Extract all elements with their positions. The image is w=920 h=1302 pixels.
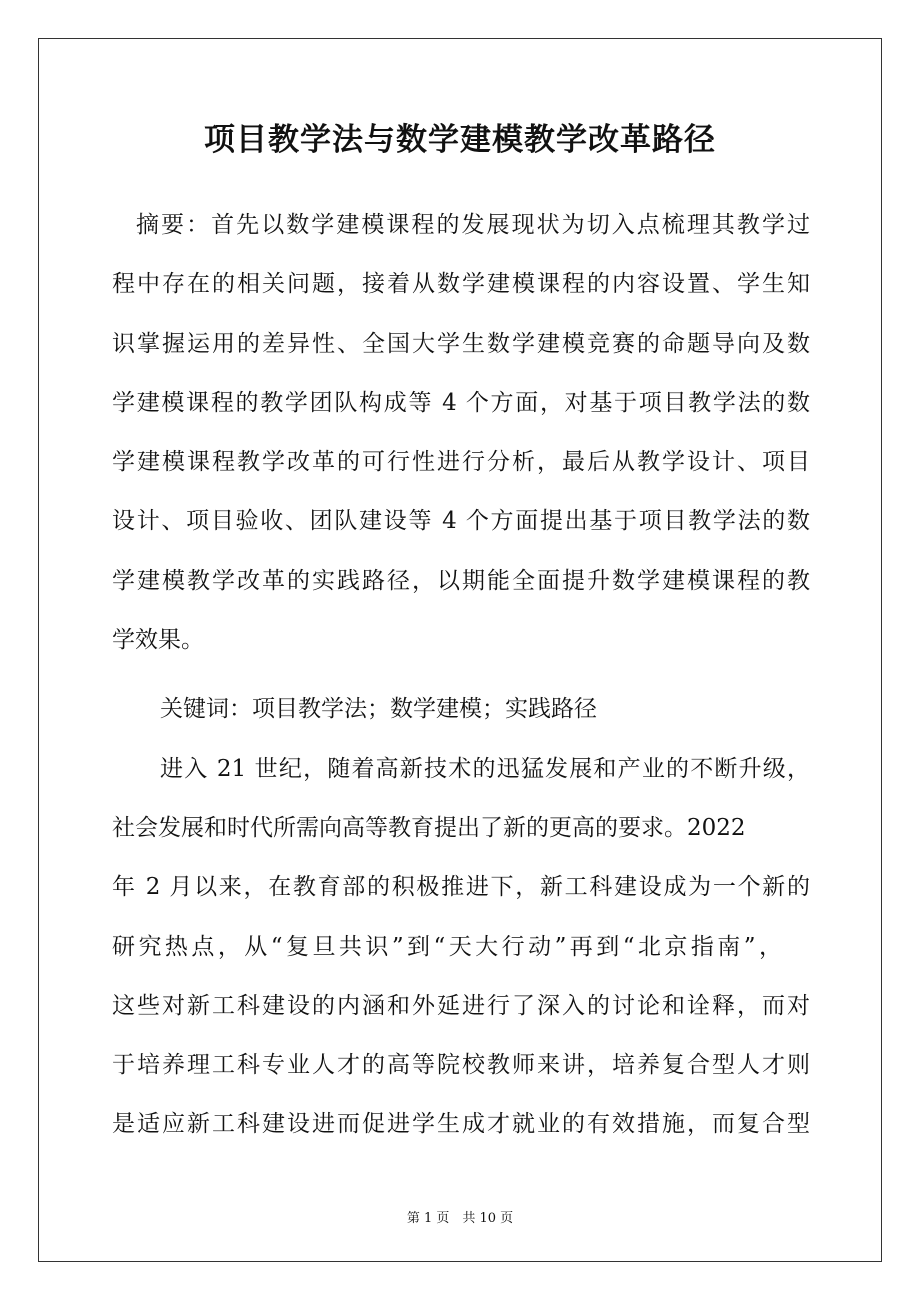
body-line: 社会发展和时代所需向高等教育提出了新的更高的要求。2022 bbox=[112, 814, 746, 841]
abstract-line: 设计、项目验收、团队建设等 4 个方面提出基于项目教学法的数 bbox=[112, 508, 810, 535]
body-line: 研究热点，从“复旦共识”到“天大行动”再到“北京指南”， bbox=[112, 933, 782, 960]
page-number: 第 1 页 共 10 页 bbox=[406, 1211, 514, 1226]
abstract-line: 学建模课程教学改革的可行性进行分析，最后从教学设计、项目 bbox=[112, 449, 810, 476]
abstract-line: 学建模课程的教学团队构成等 4 个方面，对基于项目教学法的数 bbox=[112, 389, 810, 416]
document-title: 项目教学法与数学建模教学改革路径 bbox=[204, 122, 716, 158]
body-line: 这些对新工科建设的内涵和外延进行了深入的讨论和诠释，而对 bbox=[112, 992, 810, 1019]
abstract-line: 学建模教学改革的实践路径，以期能全面提升数学建模课程的教 bbox=[112, 567, 810, 594]
document-body bbox=[112, 196, 810, 1155]
body-line: 年 2 月以来，在教育部的积极推进下，新工科建设成为一个新的 bbox=[112, 874, 810, 901]
keywords: 关键词：项目教学法；数学建模；实践路径 bbox=[160, 696, 597, 723]
body-line: 于培养理工科专业人才的高等院校教师来讲，培养复合型人才则 bbox=[112, 1052, 810, 1079]
abstract-line: 程中存在的相关问题，接着从数学建模课程的内容设置、学生知 bbox=[112, 271, 810, 298]
abstract-line: 学效果。 bbox=[112, 627, 204, 654]
body-line: 进入 21 世纪，随着高新技术的迅猛发展和产业的不断升级， bbox=[160, 755, 810, 782]
body-line: 是适应新工科建设进而促进学生成才就业的有效措施，而复合型 bbox=[112, 1111, 810, 1138]
abstract-line: 识掌握运用的差异性、全国大学生数学建模竞赛的命题导向及数 bbox=[112, 330, 810, 357]
abstract-line: 摘要：首先以数学建模课程的发展现状为切入点梳理其教学过 bbox=[136, 212, 810, 238]
